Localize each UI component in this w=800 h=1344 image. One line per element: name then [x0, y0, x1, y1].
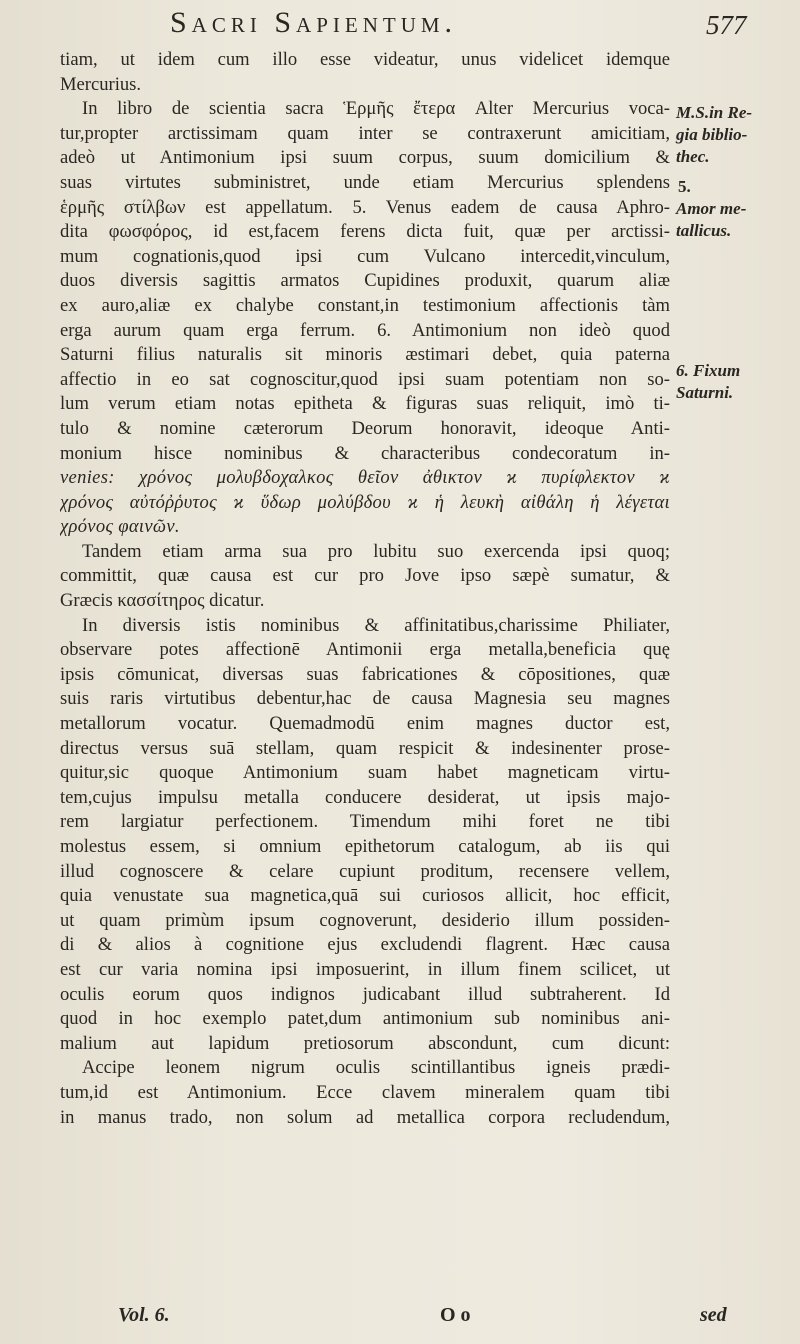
text-line: erga aurum quam erga ferrum. 6. Antimonium non ideò quod: [60, 319, 670, 341]
text-line: est cur varia nomina ipsi imposuerint, in illum finem scilicet, ut: [60, 958, 670, 980]
text-line: mum cognationis,quod ipsi cum Vulcano intercedit,vinculum,: [60, 245, 670, 267]
text-line: tem,cujus impulsu metalla conducere desiderat, ut ipsis majo-: [60, 786, 670, 808]
text-line: duos diversis sagittis armatos Cupidines produxit, quarum aliæ: [60, 270, 670, 292]
signature: Vol. 6.: [118, 1304, 170, 1326]
text-line: ἑρμῆς στίλβων est appellatum. 5. Venus eadem de causa Aphro-: [60, 196, 670, 218]
text-line: suas virtutes subministret, unde etiam Mercurius splendens: [60, 171, 670, 193]
margin-note-line: tallicus.: [676, 221, 732, 240]
text-line: adeò ut Antimonium ipsi suum corpus, suum domicilium &: [60, 147, 670, 169]
text-line: venies: χρόνος μολυβδοχαλκος θεῖον ἀθικτον ϰ πυρίφλεκτον ϰ: [60, 467, 670, 489]
text-line: tiam, ut idem cum illo esse videatur, unus videlicet idemque: [60, 49, 670, 70]
margin-note-source: [676, 102, 798, 168]
text-line: malium aut lapidum pretiosorum abscondunt, cum dicunt:: [60, 1032, 670, 1054]
margin-note-number: 5.: [678, 177, 691, 196]
text-line: lum verum etiam notas epitheta & figuras suas reliquit, imò ti-: [60, 393, 670, 415]
text-line: Tandem etiam arma sua pro lubitu suo exercenda ipsi quoq;: [82, 540, 670, 562]
text-line: tulo & nomine cæterorum Deorum honoravit, ideoque Anti-: [60, 417, 670, 439]
text-line: Græcis κασσίτηρος dicatur.: [60, 590, 265, 612]
text-line: χρόνος φαινῶν.: [60, 516, 180, 538]
text-line: ex auro,aliæ ex chalybe constant,in testimonium affectionis tàm: [60, 294, 670, 316]
page-number: 577: [706, 10, 747, 40]
catchword: sed: [700, 1304, 727, 1326]
text-line: in manus trado, non solum ad metallica corpora recludendum,: [60, 1106, 670, 1128]
text-line: ut quam primùm ipsum cognoverunt, desiderio illum possiden-: [60, 909, 670, 931]
margin-note-line: thec.: [676, 147, 710, 166]
body-text: [60, 48, 670, 1130]
margin-note-line: 6. Fixum: [676, 361, 741, 380]
text-line: In libro de scientia sacra Ἑρμῆς ἔτερα Alter Mercurius voca-: [82, 98, 670, 120]
text-line: In diversis istis nominibus & affinitatibus,charissime Philiater,: [82, 614, 670, 636]
running-head: Sacri Sapientum.: [170, 6, 458, 39]
page-footer: [0, 1304, 800, 1334]
text-line: tur,propter arctissimam quam inter se contraxerunt amicitiam,: [60, 122, 670, 144]
text-line: quitur,sic quoque Antimonium suam habet magneticam virtu-: [60, 762, 670, 784]
text-line: χρόνος αὐτόῤῥυτος ϰ ὕδωρ μολύβδου ϰ ἡ λευκὴ αἰθάλη ἡ λέγεται: [60, 491, 670, 513]
text-line: illud cognoscere & celare cupiunt proditum, recensere vellem,: [60, 860, 670, 882]
margin-note-amor: [676, 176, 798, 242]
text-line: ipsis cōmunicat, diversas suas fabricationes & cōpositiones, quæ: [60, 663, 670, 685]
margin-note-fixum: [676, 360, 798, 404]
text-line: suis raris virtutibus debentur,hac de causa Magnesia seu magnes: [60, 688, 670, 710]
text-line: rem largiatur perfectionem. Timendum mihi foret ne tibi: [60, 811, 670, 833]
margin-note-line: M.S.in Re-: [676, 103, 753, 122]
text-line: oculis eorum quos indignos judicabant illud subtraherent. Id: [60, 983, 670, 1005]
text-line: affectio in eo sat cognoscitur,quod ipsi suam potentiam non so-: [60, 368, 670, 390]
text-line: quod in hoc exemplo patet,dum antimonium sub nominibus ani-: [60, 1008, 670, 1030]
text-line: tum,id est Antimonium. Ecce clavem mineralem quam tibi: [60, 1081, 670, 1103]
signature-mark: O o: [440, 1304, 471, 1326]
text-line: Mercurius.: [60, 73, 142, 95]
text-line: committit, quæ causa est cur pro Jove ipso sæpè sumatur, &: [60, 565, 670, 587]
text-line: molestus essem, si omnium epithetorum catalogum, ab iis qui: [60, 836, 670, 857]
text-line: dita φωσφόρος, id est,facem ferens dicta fuit, quæ per arctissi-: [60, 221, 670, 243]
margin-note-line: Amor me-: [676, 199, 747, 218]
text-line: Accipe leonem nigrum oculis scintillantibus igneis prædi-: [82, 1057, 670, 1079]
text-line: metallorum vocatur. Quemadmodū enim magnes ductor est,: [60, 713, 670, 735]
text-line: di & alios à cognitione ejus excludendi flagrent. Hæc causa: [60, 934, 670, 956]
margin-note-line: gia biblio-: [676, 125, 748, 144]
page-header: [0, 6, 800, 40]
text-line: quia venustate sua magnetica,quā sui curiosos allicit, hoc efficit,: [60, 885, 670, 907]
text-line: directus versus suā stellam, quam respicit & indesinenter prose-: [60, 737, 670, 759]
margin-note-line: Saturni.: [676, 383, 734, 402]
text-line: monium hisce nominibus & characteribus condecoratum in-: [60, 442, 670, 464]
text-line: Saturni filius naturalis sit minoris æstimari debet, quia paterna: [60, 344, 670, 366]
text-line: observare potes affectionē Antimonii erga metalla,beneficia quę: [60, 639, 670, 661]
